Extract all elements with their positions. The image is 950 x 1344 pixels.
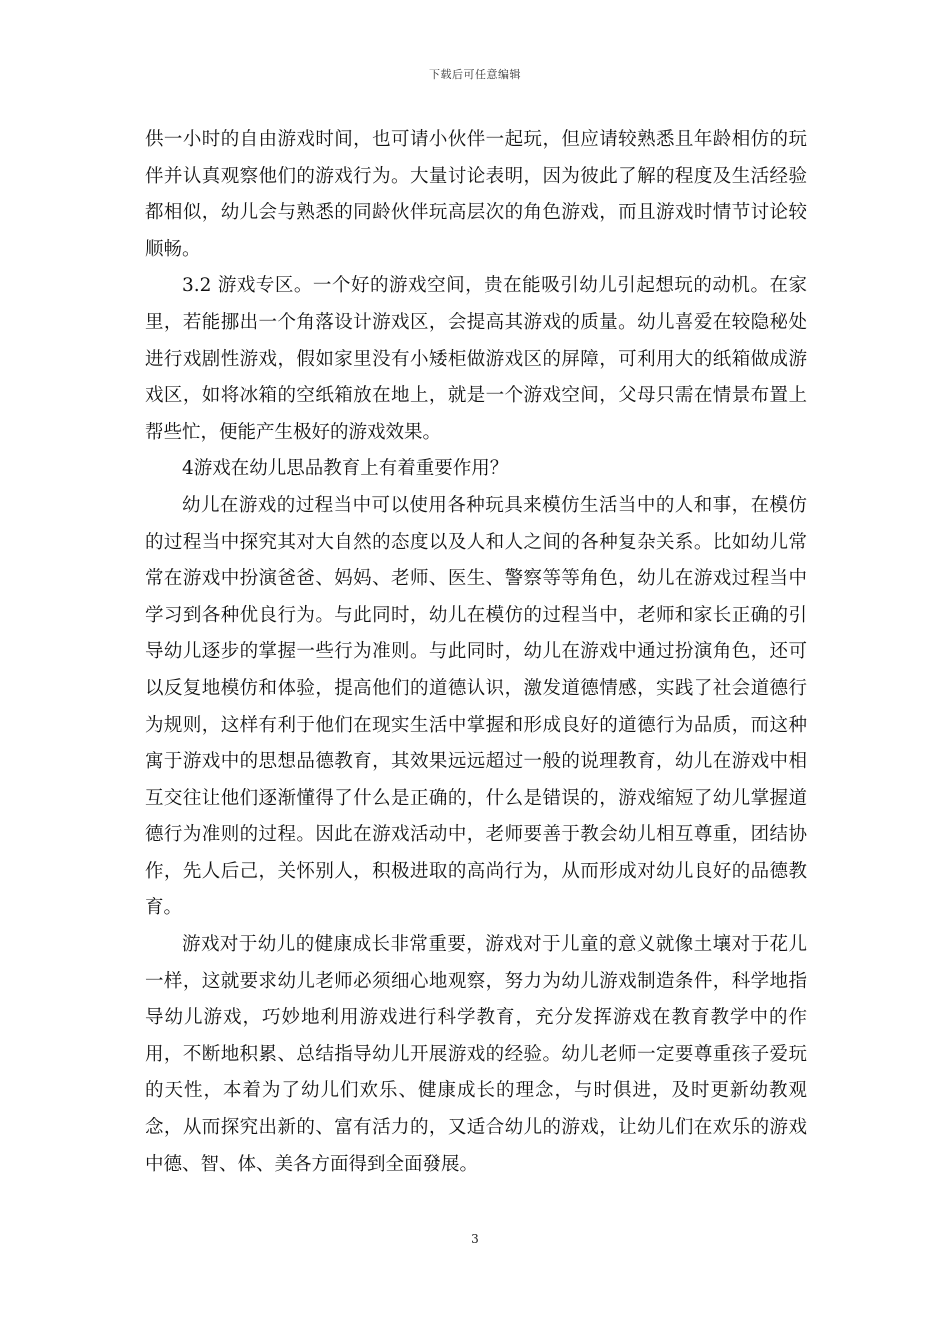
document-body <box>145 122 807 1183</box>
paragraph-conclusion: 游戏对于幼儿的健康成长非常重要，游戏对于儿童的意义就像土壤对于花儿一样，这就要求幼儿老师必须细心地观察，努力为幼儿游戏制造条件，科学地指导幼儿游戏，巧妙地利用游戏进行科学教育，充分发挥游戏在教育教学中的作用，不断地积累、总结指导幼儿开展游戏的经验。幼儿老师一定要尊重孩子爱玩的天性，本着为了幼儿们欢乐、健康成长的理念，与时俱进，及时更新幼教观念，从而探究出新的、富有活力的，又适合幼儿的游戏，让幼儿们在欢乐的游戏中德、智、体、美各方面得到全面發展。 <box>145 934 807 1175</box>
paragraph-game-area: 3.2 游戏专区。一个好的游戏空间，贵在能吸引幼儿引起想玩的动机。在家里，若能挪出一个角落设计游戏区，会提高其游戏的质量。幼儿喜爱在较隐秘处进行戏剧性游戏，假如家里没有小矮柜做游戏区的屏障，可利用大的纸箱做成游戏区，如将冰箱的空纸箱放在地上，就是一个游戏空间，父母只需在情景布置上帮些忙，便能产生极好的游戏效果。 <box>145 275 807 443</box>
page-header: 下载后可任意编辑 <box>429 68 521 81</box>
section-heading: 4游戏在幼儿思品教育上有着重要作用？ <box>182 458 509 480</box>
paragraph-moral-education: 幼儿在游戏的过程当中可以使用各种玩具来模仿生活当中的人和事，在模仿的过程当中探究其对大自然的态度以及人和人之间的各种复杂关系。比如幼儿常常在游戏中扮演爸爸、妈妈、老师、医生、警察等等角色，幼儿在游戏过程当中学习到各种优良行为。与此同时，幼儿在模仿的过程当中，老师和家长正确的引导幼儿逐步的掌握一些行为准则。与此同时，幼儿在游戏中通过扮演角色，还可以反复地模仿和体验，提高他们的道德认识，激发道德情感，实践了社会道德行为规则，这样有利于他们在现实生活中掌握和形成良好的道德行为品质，而这种寓于游戏中的思想品德教育，其效果远远超过一般的说理教育，幼儿在游戏中相互交往让他们逐渐懂得了什么是正确的，什么是错误的，游戏缩短了幼儿掌握道德行为准则的过程。因此在游戏活动中，老师要善于教会幼儿相互尊重，团结协作，先人后己，关怀别人，积极进取的高尚行为，从而形成对幼儿良好的品德教育。 <box>145 494 807 919</box>
paragraph-continuation: 供一小时的自由游戏时间，也可请小伙伴一起玩，但应请较熟悉且年龄相仿的玩伴并认真观察他们的游戏行为。大量讨论表明，因为彼此了解的程度及生活经验都相似，幼儿会与熟悉的同龄伙伴玩高层次的角色游戏，而且游戏时情节讨论较顺畅。 <box>145 129 807 260</box>
page-number: 3 <box>471 1232 479 1246</box>
